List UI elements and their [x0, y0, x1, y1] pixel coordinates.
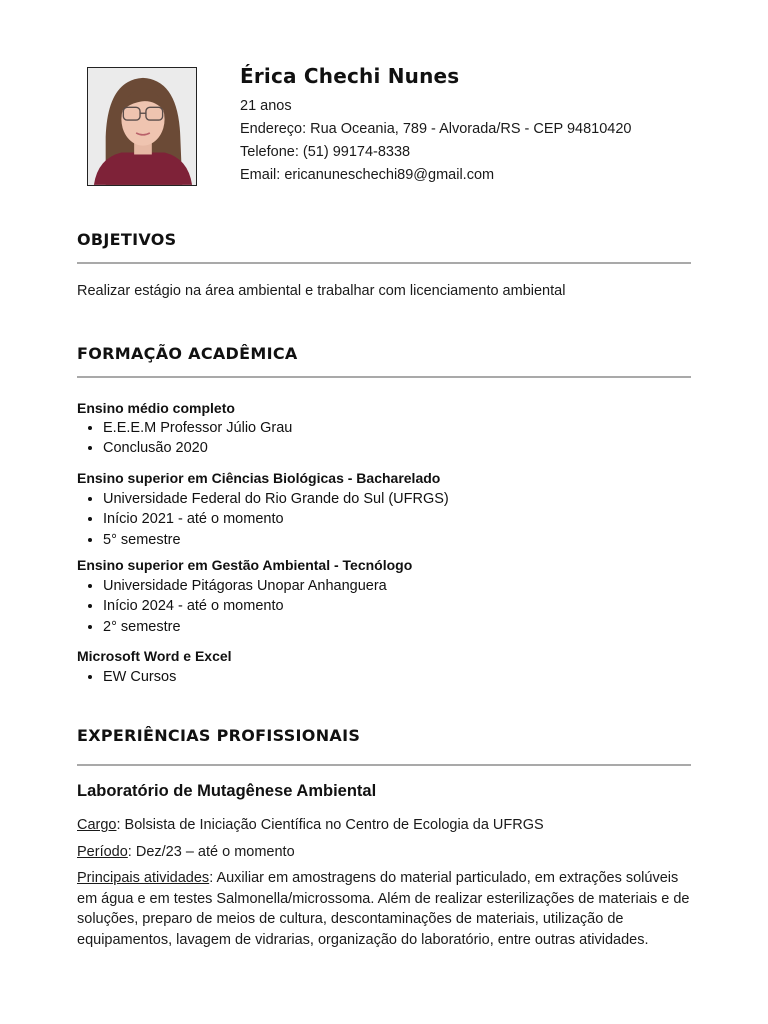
job-activities-label: Principais atividades	[77, 870, 210, 886]
candidate-phone: Telefone: (51) 99174-8338	[240, 144, 411, 160]
education-heading: Microsoft Word e Excel	[77, 648, 232, 664]
education-list	[77, 576, 387, 637]
section-title-formacao: FORMAÇÃO ACADÊMICA	[77, 344, 298, 363]
section-divider	[77, 764, 691, 766]
list-item: • Universidade Federal do Rio Grande do Sul (UFRGS)	[103, 489, 449, 509]
job-activities-value: : Auxiliar em amostragens do material particulado, em extrações solúveis em água e em testes Salmonella/microssoma. Além de realizar esterilizações de materiais e de soluções, preparo de meios de cultura, descontaminações de materiais, utilização de equipamentos, lavagem de vidrarias, organização do laboratório, entre outras atividades.	[77, 870, 690, 948]
candidate-name: Érica Chechi Nunes	[240, 64, 460, 88]
profile-photo	[87, 67, 197, 186]
education-heading: Ensino médio completo	[77, 400, 235, 416]
education-list	[77, 489, 449, 550]
job-title: Laboratório de Mutagênese Ambiental	[77, 782, 377, 800]
section-title-experiencias: EXPERIÊNCIAS PROFISSIONAIS	[77, 726, 361, 745]
list-item: • 5° semestre	[103, 530, 449, 550]
section-title-objetivos: OBJETIVOS	[77, 230, 177, 249]
list-item: • Universidade Pitágoras Unopar Anhanguera	[103, 576, 387, 596]
list-item: • 2° semestre	[103, 617, 387, 637]
education-heading: Ensino superior em Gestão Ambiental - Tecnólogo	[77, 557, 413, 573]
job-activities	[77, 868, 697, 950]
list-item: • Início 2021 - até o momento	[103, 509, 449, 529]
job-role	[77, 815, 697, 836]
section-divider	[77, 262, 691, 264]
candidate-address: Endereço: Rua Oceania, 789 - Alvorada/RS - CEP 94810420	[240, 121, 632, 137]
section-divider	[77, 376, 691, 378]
job-role-value: : Bolsista de Iniciação Científica no Centro de Ecologia da UFRGS	[116, 817, 544, 833]
candidate-age: 21 anos	[240, 98, 292, 114]
list-item: • EW Cursos	[103, 667, 176, 687]
job-period-label: Período	[77, 844, 128, 860]
job-role-label: Cargo	[77, 817, 117, 833]
education-list	[77, 667, 176, 687]
objective-text: Realizar estágio na área ambiental e trabalhar com licenciamento ambiental	[77, 283, 566, 299]
job-period-value: : Dez/23 – até o momento	[127, 844, 295, 860]
list-item: • Conclusão 2020	[103, 438, 292, 458]
job-period	[77, 842, 697, 863]
candidate-email: Email: ericanuneschechi89@gmail.com	[240, 167, 495, 183]
education-list	[77, 418, 292, 459]
education-heading: Ensino superior em Ciências Biológicas - Bacharelado	[77, 470, 441, 486]
list-item: • Início 2024 - até o momento	[103, 596, 387, 616]
list-item: • E.E.E.M Professor Júlio Grau	[103, 418, 292, 438]
